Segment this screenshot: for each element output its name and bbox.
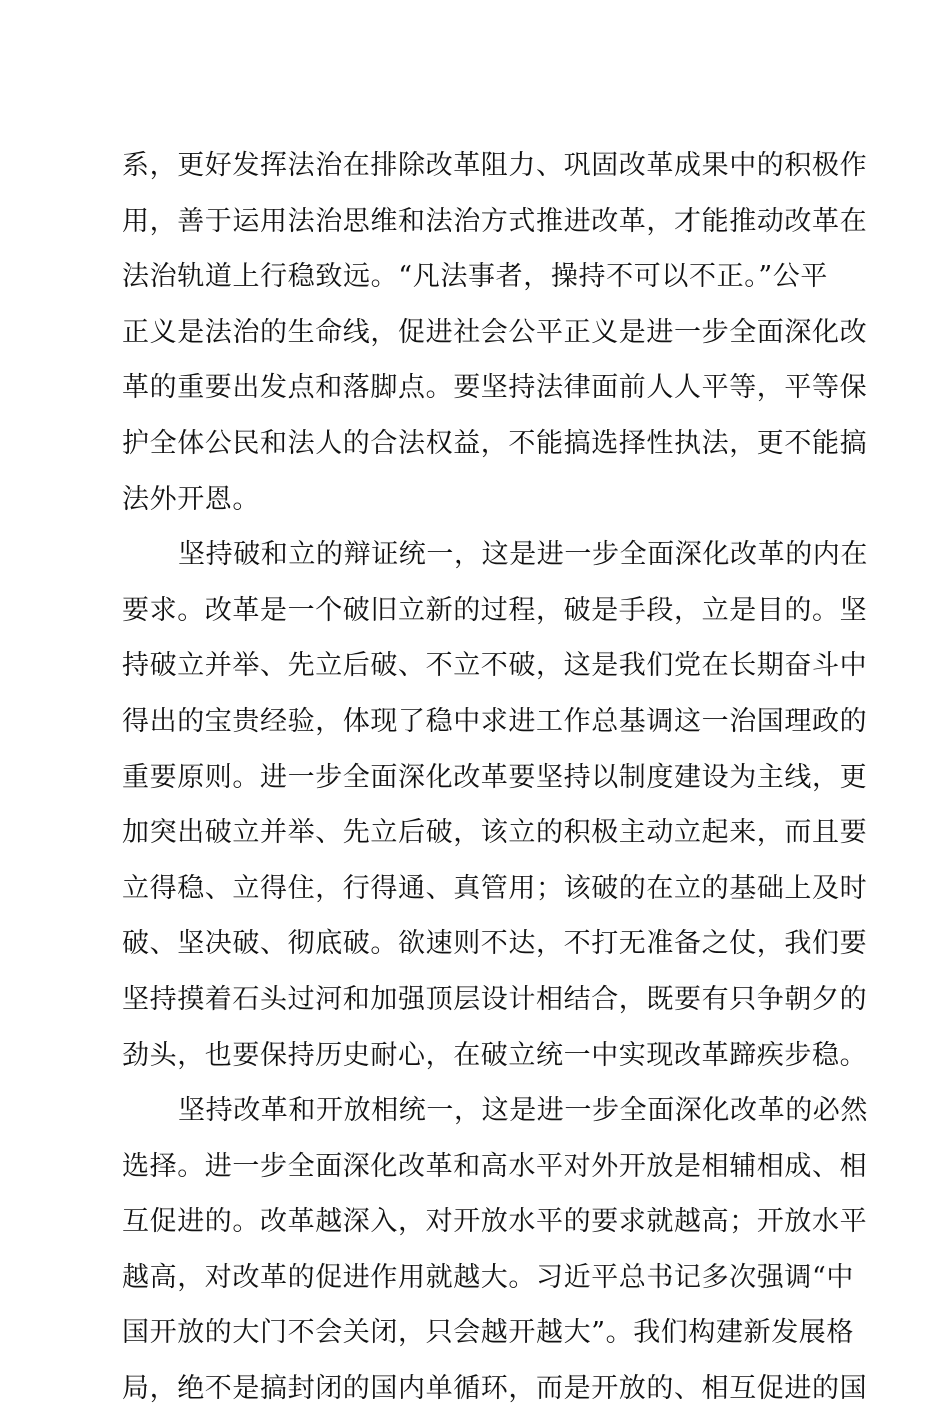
text-line: 革的重要出发点和落脚点。要坚持法律面前人人平等，平等保 xyxy=(122,372,868,404)
text-line: 加突出破立并举、先立后破，该立的积极主动立起来，而且要 xyxy=(122,817,868,849)
text-line: 国开放的大门不会关闭，只会越开越大”。我们构建新发展格 xyxy=(122,1317,855,1349)
text-line: 持破立并举、先立后破、不立不破，这是我们党在长期奋斗中 xyxy=(122,650,868,682)
text-line: 立得稳、立得住，行得通、真管用；该破的在立的基础上及时 xyxy=(122,872,868,904)
text-line: 坚持摸着石头过河和加强顶层设计相结合，既要有只争朝夕的 xyxy=(122,983,868,1015)
text-line: 破、坚决破、彻底破。欲速则不达，不打无准备之仗，我们要 xyxy=(122,928,868,960)
text-line: 重要原则。进一步全面深化改革要坚持以制度建设为主线，更 xyxy=(122,761,868,793)
body-text xyxy=(122,138,868,1417)
text-line: 越高，对改革的促进作用就越大。习近平总书记多次强调“中 xyxy=(122,1261,855,1293)
paragraph-end-line: 法外开恩。 xyxy=(122,483,260,515)
text-line: 用，善于运用法治思维和法治方式推进改革，才能推动改革在 xyxy=(122,205,868,237)
text-line: 要求。改革是一个破旧立新的过程，破是手段，立是目的。坚 xyxy=(122,594,868,626)
text-line: 选择。进一步全面深化改革和高水平对外开放是相辅相成、相 xyxy=(122,1150,868,1182)
text-line: 互促进的。改革越深入，对开放水平的要求就越高；开放水平 xyxy=(122,1206,868,1238)
text-line: 护全体公民和法人的合法权益，不能搞选择性执法，更不能搞 xyxy=(122,427,868,459)
paragraph-first-line: 坚持破和立的辩证统一，这是进一步全面深化改革的内在 xyxy=(178,539,868,571)
text-line: 正义是法治的生命线，促进社会公平正义是进一步全面深化改 xyxy=(122,316,868,348)
paragraph-first-line: 坚持改革和开放相统一，这是进一步全面深化改革的必然 xyxy=(178,1095,868,1127)
paragraph-end-line: 劲头，也要保持历史耐心，在破立统一中实现改革蹄疾步稳。 xyxy=(122,1039,868,1071)
text-line: 系，更好发挥法治在排除改革阻力、巩固改革成果中的积极作 xyxy=(122,150,868,181)
text-line: 局，绝不是搞封闭的国内单循环，而是开放的、相互促进的国 xyxy=(122,1373,868,1405)
text-line: 得出的宝贵经验，体现了稳中求进工作总基调这一治国理政的 xyxy=(122,705,868,737)
text-line: 法治轨道上行稳致远。“凡法事者，操持不可以不正。”公平 xyxy=(122,261,828,293)
